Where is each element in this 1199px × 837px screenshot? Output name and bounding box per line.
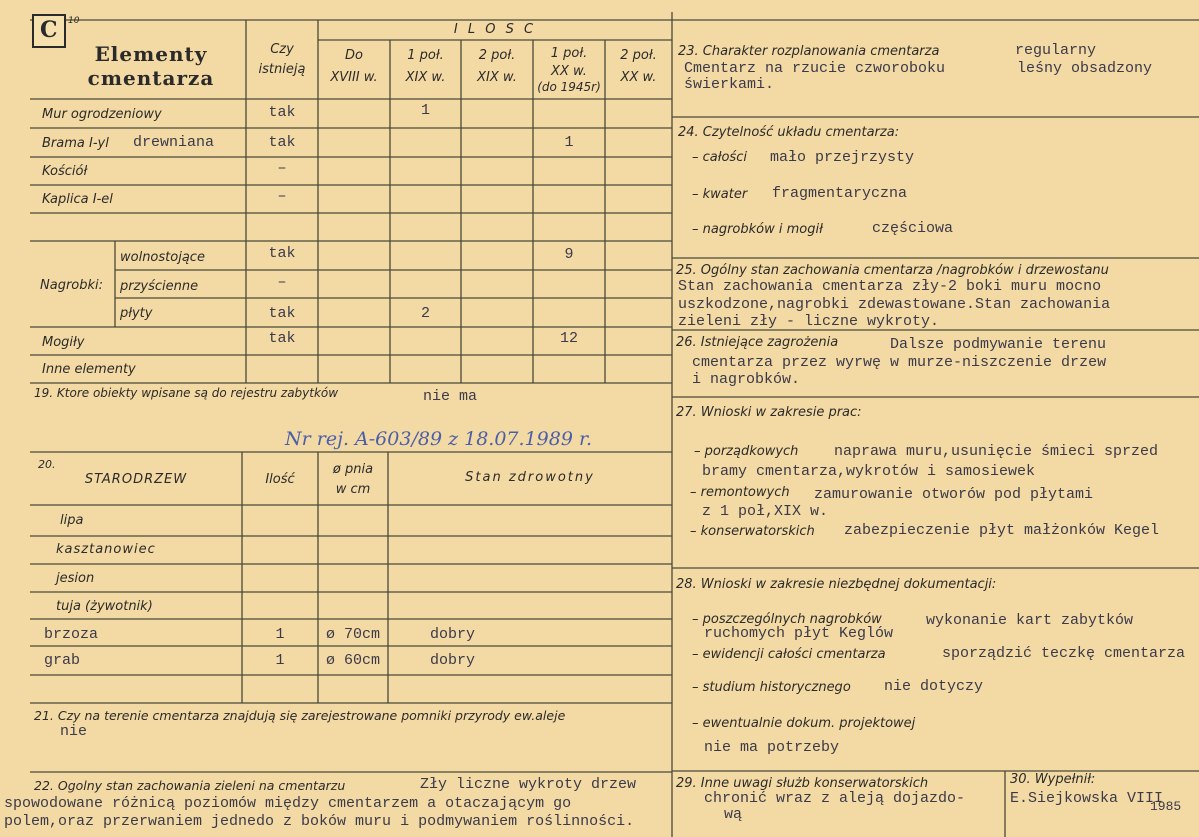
q28-a-label: – poszczególnych nagrobków [692, 612, 882, 627]
col-1pol-xx-c: (do 1945r) [537, 80, 601, 94]
q25-value-3: zieleni zły - liczne wykroty. [678, 313, 940, 330]
row-label-kaplica: Kaplica I-el [42, 192, 113, 207]
col-2pol-xx-a: 2 poł. [620, 48, 657, 63]
row-wolnostojace-1pol-xx: 9 [564, 246, 574, 263]
q25-value-2: uszkodzone,nagrobki zdewastowane.Stan zachowania [678, 296, 1111, 313]
q28-b-value-1: sporządzić teczkę cmentarza [942, 645, 1186, 662]
row-brama-1pol-xx: 1 [564, 134, 574, 151]
q27-label: 27. Wnioski w zakresie prac: [676, 405, 862, 420]
col-1pol-xx-a: 1 poł. [550, 46, 588, 61]
q24-label: 24. Czytelność układu cmentarza: [678, 125, 900, 140]
q28-c-label: – studium historycznego [692, 680, 851, 695]
col-1pol-xix-a: 1 poł. [407, 48, 444, 63]
row-mur-1pol-xix: 1 [420, 102, 430, 119]
q27-a-value-1: naprawa muru,usunięcie śmieci sprzed [834, 443, 1159, 460]
row-plyty-1pol-xix: 2 [420, 305, 430, 322]
tree-brzoza-state: dobry [430, 626, 476, 643]
q19-label: 19. Ktore obiekty wpisane są do rejestru zabytków [34, 386, 339, 400]
col-do: Do [345, 48, 363, 63]
q30-value-2: 1985 [1150, 799, 1182, 814]
col-ilosc: I L O S C [453, 22, 537, 37]
q21-label: 21. Czy na terenie cmentarza znajdują się zarejestrowane pomniki przyrody ew.aleje [34, 708, 566, 723]
q25-label: 25. Ogólny stan zachowania cmentarza /nagrobków i drzewostanu [676, 263, 1109, 278]
q26-value-1: Dalsze podmywanie terenu [890, 336, 1107, 353]
row-label-wolnostojace: wolnostojące [120, 250, 205, 265]
q24-a-value: mało przejrzysty [770, 149, 915, 166]
q22-label: 22. Ogolny stan zachowania zieleni na cmentarzu [34, 778, 346, 793]
tree-jesion: jesion [56, 571, 95, 586]
row-label-kosciol: Kościół [42, 164, 88, 179]
q21-value: nie [60, 723, 88, 740]
q23-value-4: świerkami. [684, 76, 775, 93]
q20-num: 20. [38, 458, 56, 471]
q19-value: nie ma [423, 388, 478, 405]
row-mogily-czy: tak [268, 330, 296, 347]
col-2pol-xx-b: XX w. [620, 70, 657, 85]
q24-b-label: – kwater [692, 187, 748, 202]
title-line-1: Elementy [94, 42, 208, 66]
q28-d-value-1: nie ma potrzeby [704, 739, 840, 756]
q20-col-pnia: ø pnia [332, 462, 374, 477]
row-label-inne: Inne elementy [42, 362, 136, 377]
row-label-brama: Brama I-yl [42, 136, 109, 151]
col-istnieja: istnieją [258, 62, 306, 77]
col-1pol-xx-b: XX w. [551, 64, 587, 79]
tree-brzoza-dia: ø 70cm [326, 626, 381, 643]
q28-a-value-2: ruchomych płyt Keglów [704, 625, 894, 642]
card-letter: C [40, 17, 59, 43]
card-sup: 10 [68, 16, 80, 26]
q26-label: 26. Istniejące zagrożenia [676, 335, 839, 350]
q28-c-value-1: nie dotyczy [884, 678, 984, 695]
q28-a-value-1: wykonanie kart zabytków [926, 612, 1134, 629]
row-brama-extra: drewniana [133, 134, 215, 151]
row-label-mur: Mur ogrodzeniowy [42, 107, 162, 122]
tree-grab-state: dobry [430, 652, 476, 669]
q20-col-ilosc: Ilość [265, 472, 295, 487]
row-mogily-1pol-xx: 12 [559, 330, 578, 347]
q23-value-2: Cmentarz na rzucie czworoboku [684, 60, 946, 77]
q27-b-label: – remontowych [690, 485, 790, 500]
col-xviii: XVIII w. [330, 70, 378, 85]
q26-value-3: i nagrobków. [692, 371, 801, 388]
q28-label: 28. Wnioski w zakresie niezbędnej dokumentacji: [676, 577, 997, 592]
q23-label: 23. Charakter rozplanowania cmentarza [678, 44, 940, 59]
q27-c-value-1: zabezpieczenie płyt małżonków Kegel [844, 522, 1160, 539]
row-mur-czy: tak [268, 104, 296, 121]
q25-value-1: Stan zachowania cmentarza zły-2 boki muru mocno [678, 278, 1102, 295]
title-line-2: cmentarza [87, 66, 215, 90]
q27-c-label: – konserwatorskich [690, 524, 815, 539]
q29-value-1: chronić wraz z aleją dojazdo- [704, 790, 966, 807]
q22-value-3: polem,oraz przerwaniem jednedo z boków muru i podmywaniem roślinności. [4, 813, 635, 830]
row-plyty-czy: tak [268, 305, 296, 322]
q19-handwritten-registry: Nr rej. A-603/89 z 18.07.1989 r. [285, 428, 592, 450]
q20-col-stan: Stan zdrowotny [465, 470, 595, 485]
q27-b-value-2: z 1 poł,XIX w. [702, 503, 829, 520]
tree-lipa: lipa [60, 513, 84, 528]
nagrobki-label: Nagrobki: [40, 278, 104, 293]
q27-b-value-1: zamurowanie otworów pod płytami [814, 486, 1094, 503]
q22-value-2: spowodowane różnicą poziomów między cmentarzem a otaczającym go [4, 795, 572, 812]
q24-c-value: częściowa [872, 220, 954, 237]
q24-a-label: – całości [692, 150, 747, 165]
q30-label: 30. Wypełnił: [1010, 772, 1096, 787]
q24-b-value: fragmentaryczna [772, 185, 908, 202]
q28-d-label: – ewentualnie dokum. projektowej [692, 716, 916, 731]
card-letter-box [32, 14, 66, 48]
row-przyscienne-czy: – [277, 274, 287, 291]
row-brama-czy: tak [268, 134, 296, 151]
q23-value-1: regularny [1015, 42, 1097, 59]
q20-col-starodrzew: STARODRZEW [84, 472, 188, 487]
tree-grab: grab [44, 652, 81, 669]
q20-col-wcm: w cm [335, 482, 371, 497]
q29-value-2: wą [724, 806, 743, 823]
q26-value-2: cmentarza przez wyrwę w murze-niszczenie drzew [692, 354, 1107, 371]
q22-value-1: Zły liczne wykroty drzew [420, 776, 637, 793]
q28-b-label: – ewidencji całości cmentarza [692, 647, 886, 662]
tree-brzoza-qty: 1 [275, 626, 285, 643]
col-czy: Czy [270, 42, 294, 57]
tree-grab-dia: ø 60cm [326, 652, 381, 669]
row-kaplica-czy: – [277, 188, 287, 205]
row-label-przyscienne: przyścienne [120, 279, 199, 294]
q27-a-label: – porządkowych [694, 444, 799, 459]
q23-value-3: leśny obsadzony [1017, 60, 1153, 77]
q30-value-1: E.Siejkowska VIII [1010, 790, 1164, 807]
col-2pol-xix-b: XIX w. [477, 70, 517, 85]
row-label-plyty: płyty [120, 306, 153, 321]
q24-c-label: – nagrobków i mogił [692, 222, 823, 237]
tree-brzoza: brzoza [44, 626, 99, 643]
tree-tuja: tuja (żywotnik) [56, 599, 153, 614]
col-2pol-xix-a: 2 poł. [478, 48, 516, 63]
row-label-mogily: Mogiły [42, 335, 85, 350]
row-kosciol-czy: – [277, 160, 287, 177]
col-1pol-xix-b: XIX w. [405, 70, 446, 85]
tree-grab-qty: 1 [275, 652, 285, 669]
q29-label: 29. Inne uwagi służb konserwatorskich [676, 776, 929, 791]
row-wolnostojace-czy: tak [268, 245, 296, 262]
tree-kasztanowiec: kasztanowiec [56, 542, 156, 557]
q27-a-value-2: bramy cmentarza,wykrotów i samosiewek [702, 463, 1036, 480]
